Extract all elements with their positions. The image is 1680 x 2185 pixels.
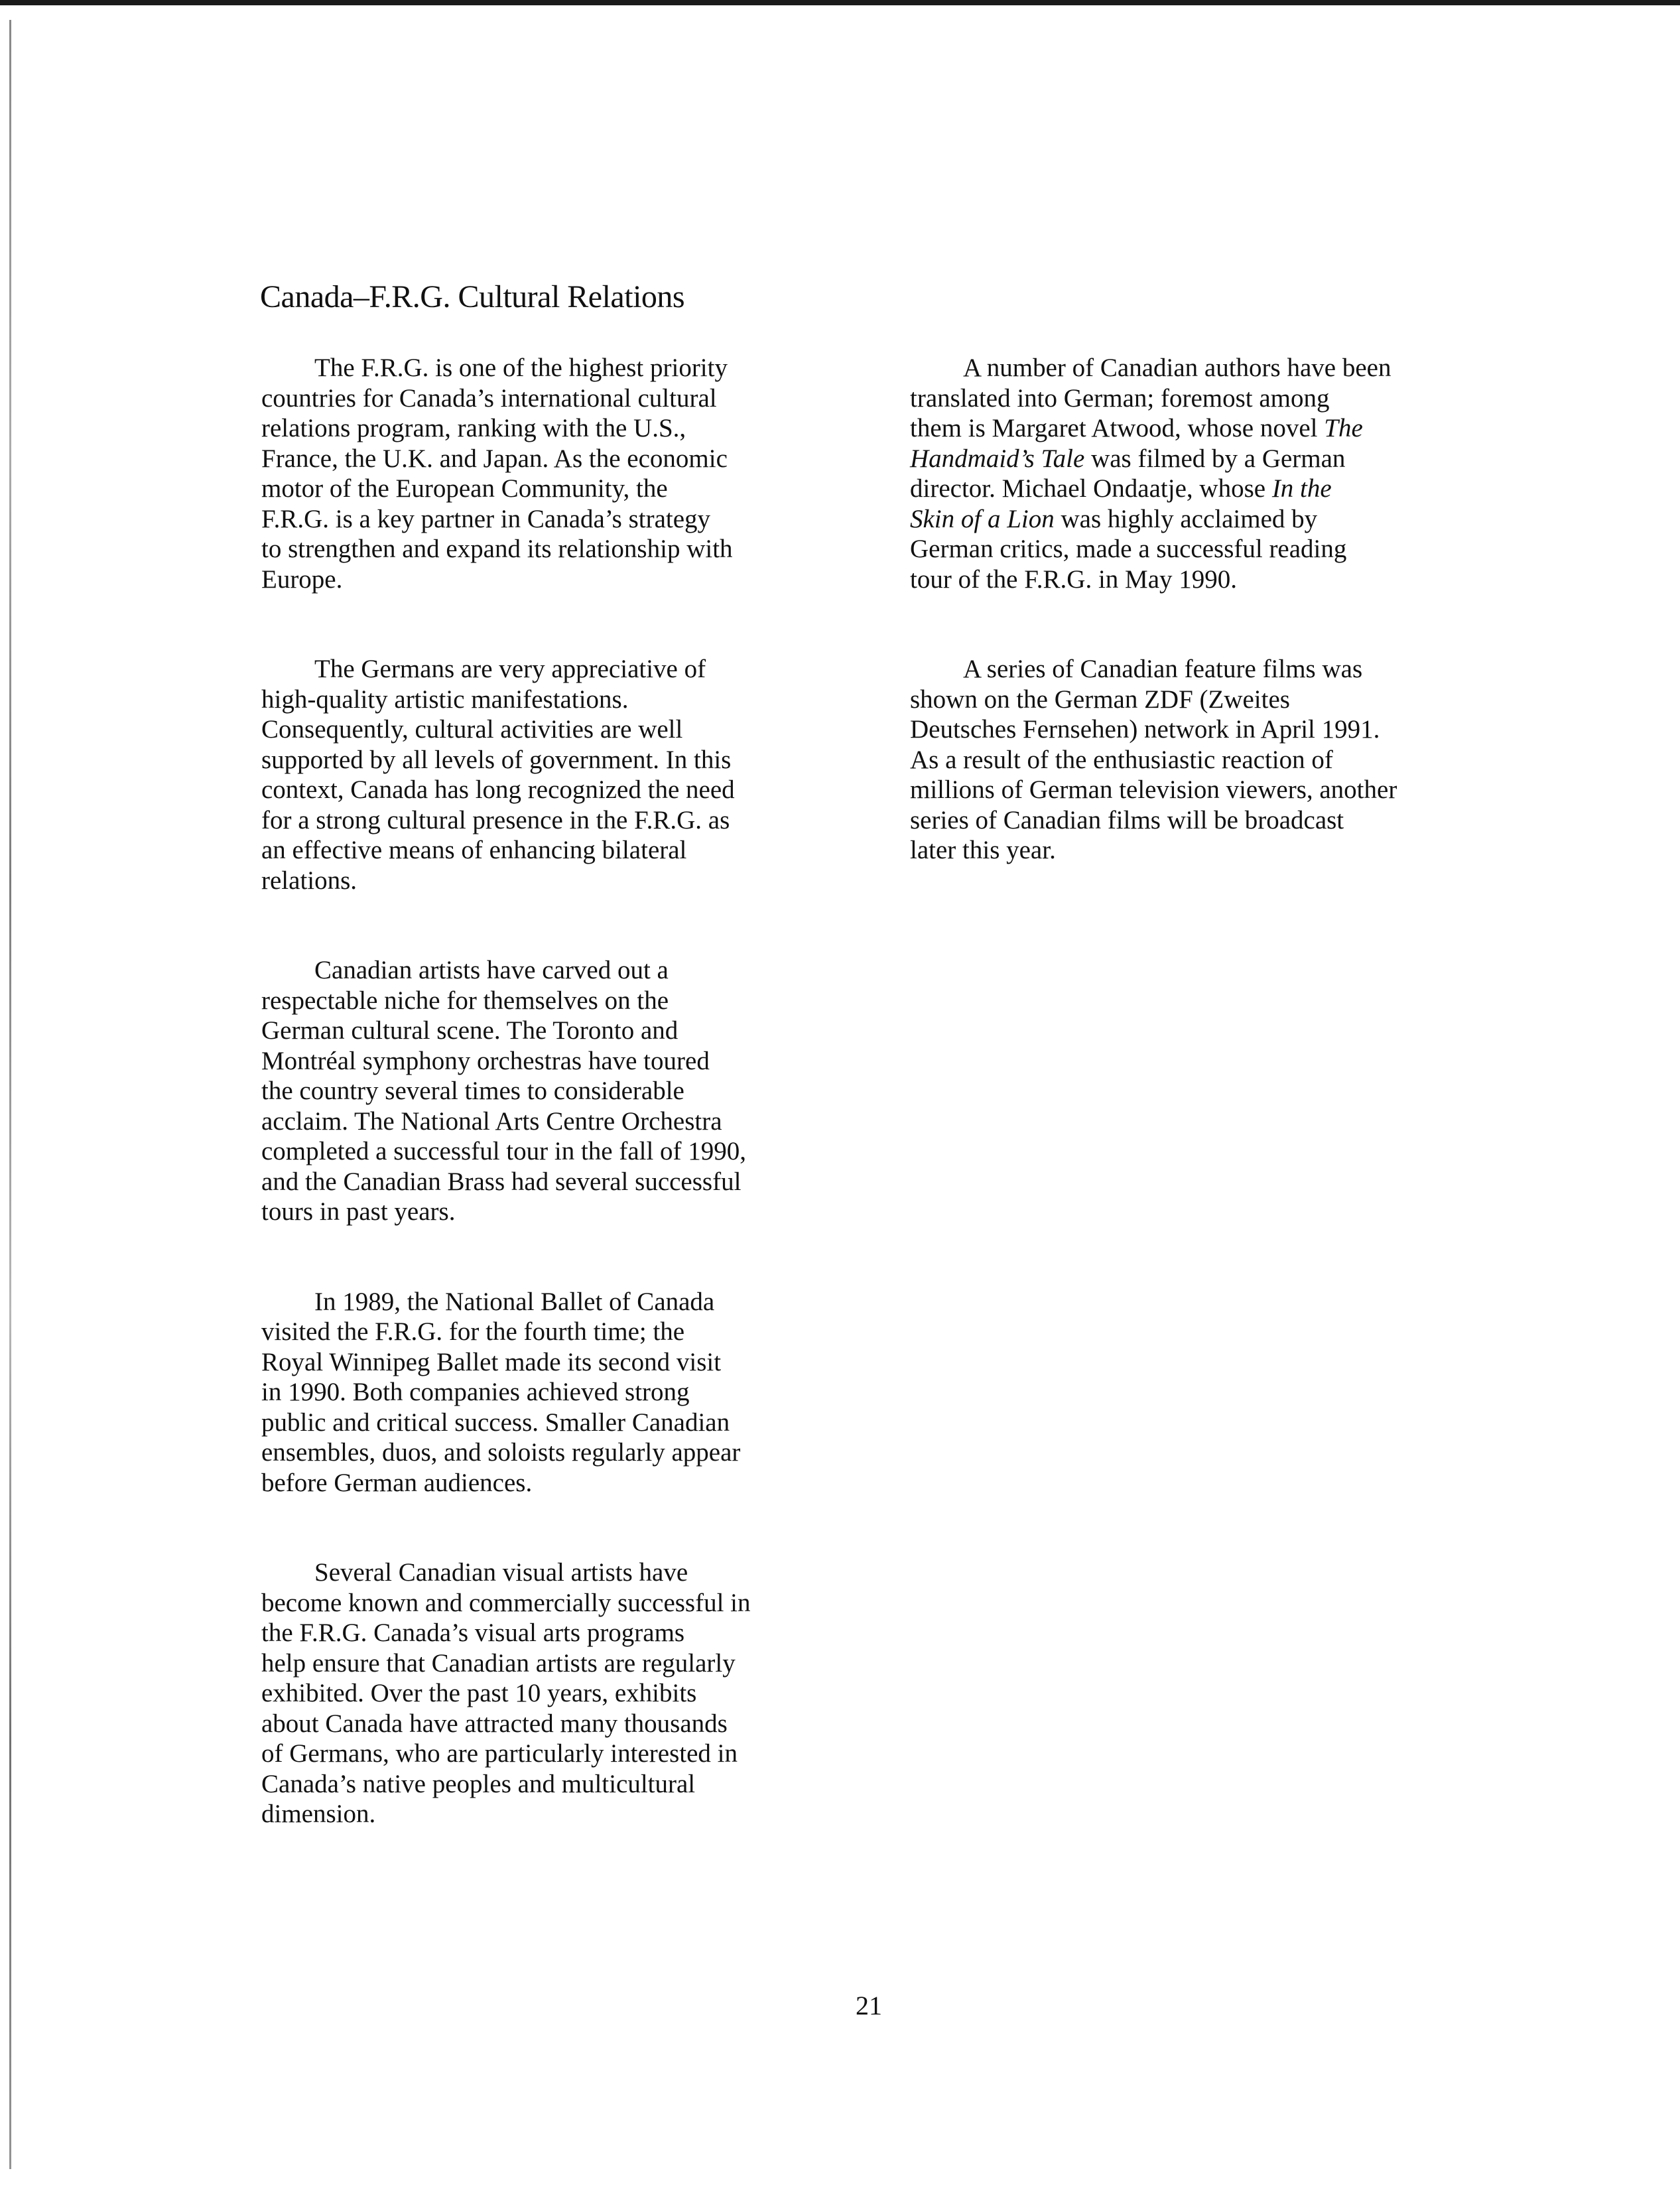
authors-text-a: A number of Canadian authors have been translated into German; foremost among them is Margaret Atwood, whose novel: [910, 354, 1391, 442]
authors-text-c: was highly acclaimed by German critics, made a successful reading tour of the F.R.G. in May 1990.: [910, 504, 1347, 594]
book-title-handmaids-tale: The Handmaid’s Tale: [910, 414, 1363, 473]
paragraph-canadian-authors: [910, 353, 1494, 594]
paragraph-artistic-manifestations: The Germans are very appreciative of high-quality artistic manifestations. Consequently, cultural activities are well supported by all levels of government. In this context, Canada has long recognized the need for a strong cultural presence in the F.R.G. as an effective means of enhancing bilateral relations.: [261, 655, 735, 895]
paragraph-canadian-artists: Canadian artists have carved out a respectable niche for themselves on the German cultural scene. The Toronto and Montréal symphony orchestras have toured the country several times to considerable acclaim. The National Arts Centre Orchestra completed a successful tour in the fall of 1990, and the Canadian Brass had several successful tours in past years.: [261, 956, 747, 1226]
page-top-border: [0, 0, 1680, 5]
right-column: [910, 353, 1494, 925]
left-column: [261, 353, 832, 1889]
paragraph-ballet-tours: In 1989, the National Ballet of Canada visited the F.R.G. for the fourth time; the Royal Winnipeg Ballet made its second visit in 1990. Both companies achieved strong public and critical success. Smaller Canadian ensembles, duos, and soloists regularly appear before German audiences.: [261, 1287, 741, 1497]
book-title-skin-of-a-lion: In the Skin of a Lion: [910, 474, 1332, 533]
page-title: Canada–F.R.G. Cultural Relations: [260, 279, 685, 314]
scan-left-edge: [9, 20, 11, 2169]
paragraph-feature-films: A series of Canadian feature films was shown on the German ZDF (Zweites Deutsches Fernsehen) network in April 1991. As a result of the enthusiastic reaction of millions of German television viewers, another series of Canadian films will be broadcast later this year.: [910, 655, 1397, 864]
authors-text-b: was filmed by a German director. Michael Ondaatje, whose: [910, 444, 1346, 503]
paragraph-visual-artists: Several Canadian visual artists have become known and commercially successful in the F.R.G. Canada’s visual arts programs help ensure that Canadian artists are regularly exhibited. Over the past 10 years, exhibits about Canada have attracted many thousands of Germans, who are particularly interested in Canada’s native peoples and multicultural dimension.: [261, 1558, 751, 1828]
paragraph-priority-countries: The F.R.G. is one of the highest priority countries for Canada’s international cultural relations program, ranking with the U.S., France, the U.K. and Japan. As the economic motor of the European Community, the F.R.G. is a key partner in Canada’s strategy to strengthen and expand its relationship with Europe.: [261, 354, 733, 594]
page-number: 21: [856, 1991, 882, 2020]
